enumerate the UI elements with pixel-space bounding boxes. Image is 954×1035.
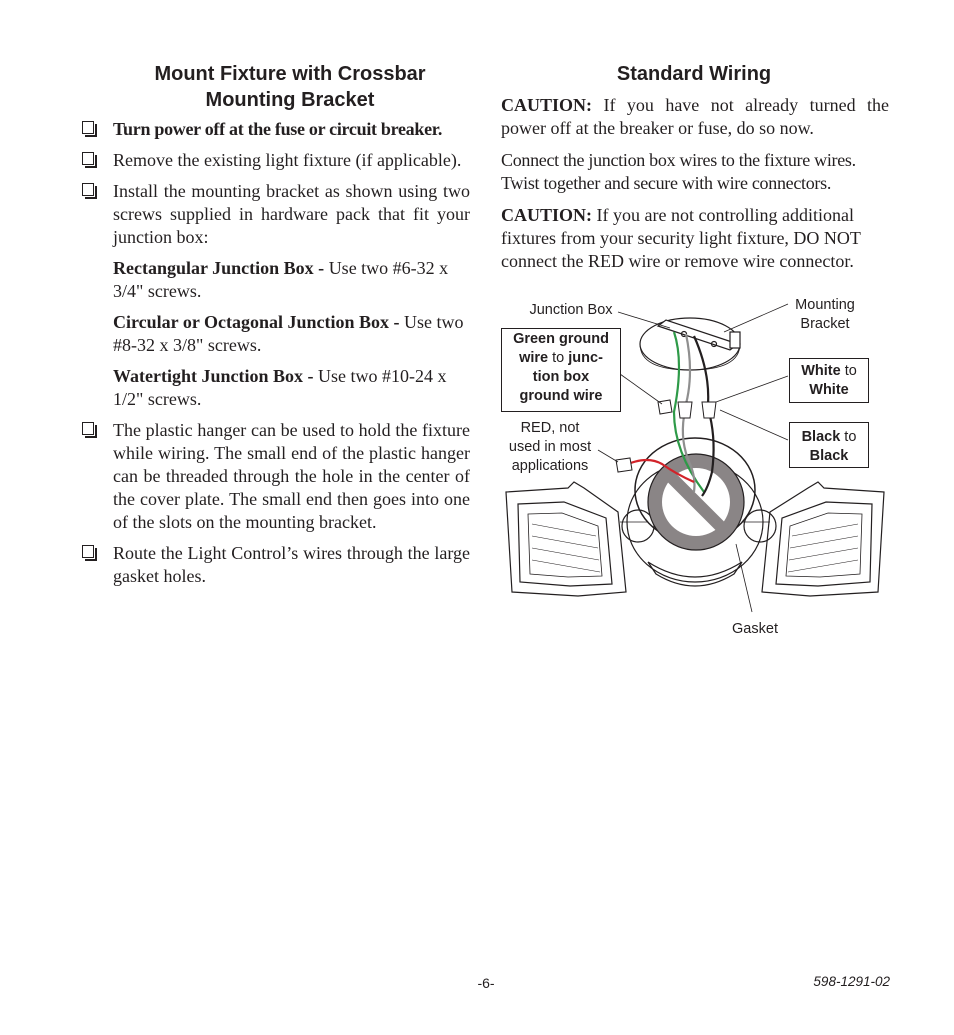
watertight-box-label: Watertight Junction Box - <box>113 366 314 386</box>
caution-text-1: If you have not already turned the power off at the breaker or fuse, do so now. <box>501 95 889 138</box>
junction-box-label: Junction Box <box>529 302 613 318</box>
red-wire-label <box>498 419 602 476</box>
red-label-line-1: RED, not <box>520 420 580 436</box>
circular-box-text: Use two #8-32 x 3/8" screws. <box>113 312 464 355</box>
caution-paragraph-1 <box>501 94 889 140</box>
item-2-text: Remove the existing light fixture (if applicable). <box>113 150 462 170</box>
wire-connector-red <box>616 458 632 472</box>
checklist-item-3 <box>80 180 470 249</box>
wire-connector-white <box>678 402 692 418</box>
leader-gasket <box>736 544 752 612</box>
right-column <box>501 94 889 282</box>
green-callout-line-3: tion box <box>532 369 590 385</box>
item-5-text: Route the Light Control’s wires through the large gasket holes. <box>113 543 470 586</box>
left-column <box>80 118 470 596</box>
checkbox-icon <box>82 121 94 134</box>
leader-mounting-bracket <box>724 304 788 332</box>
circular-box-note <box>80 311 470 357</box>
caution-label-1: CAUTION: <box>501 95 593 115</box>
wire-connector-black <box>702 402 716 418</box>
black-callout-to: to <box>840 429 857 445</box>
page-number: -6- <box>477 975 495 991</box>
mounting-bracket-label-line-2: Bracket <box>800 316 850 332</box>
black-callout-line-2: Black <box>809 448 849 464</box>
checkbox-icon <box>82 183 94 196</box>
green-callout-line-1: Green ground <box>513 331 609 347</box>
white-wire-junction <box>686 334 690 404</box>
mounting-bracket-label <box>780 296 870 334</box>
white-to-white-callout <box>789 358 869 403</box>
black-to-black-callout <box>789 422 869 468</box>
left-section-heading <box>112 61 468 113</box>
mounting-bracket-label-line-1: Mounting <box>795 297 855 313</box>
connect-paragraph: Connect the junction box wires to the fixture wires. Twist together and secure with wire connectors. <box>501 150 856 193</box>
red-label-line-2: used in most <box>508 439 592 455</box>
item-1-text: Turn power off at the fuse or circuit breaker. <box>113 119 443 139</box>
leader-green <box>620 374 662 404</box>
leader-black <box>720 410 788 440</box>
green-callout-line-4: ground wire <box>519 388 603 404</box>
white-callout-line-1: White <box>801 363 841 379</box>
checklist-item-2 <box>80 149 470 172</box>
watertight-box-note <box>80 365 470 411</box>
rectangular-box-text: Use two #6-32 x 3/4" screws. <box>113 258 449 301</box>
checklist-item-4 <box>80 419 470 534</box>
checkbox-icon <box>82 152 94 165</box>
document-code: 598-1291-02 <box>813 974 890 989</box>
rectangular-box-note <box>80 257 470 303</box>
checkbox-icon <box>82 422 94 435</box>
rectangular-box-label: Rectangular Junction Box - <box>113 258 325 278</box>
green-callout-to: to <box>548 350 569 366</box>
red-label-line-3: applications <box>511 458 589 474</box>
checkbox-icon <box>82 545 94 558</box>
white-callout-line-2: White <box>809 382 849 398</box>
circular-box-label: Circular or Octagonal Junction Box - <box>113 312 400 332</box>
green-callout-wire: wire <box>519 350 549 366</box>
caution-paragraph-2 <box>501 204 889 273</box>
green-ground-callout <box>501 328 621 412</box>
item-3-text: Install the mounting bracket as shown using two screws supplied in hardware pack that fit your junction box: <box>113 181 470 247</box>
white-callout-to: to <box>840 363 857 379</box>
watertight-box-text: Use two #10-24 x 1/2" screws. <box>113 366 447 409</box>
right-section-heading: Standard Wiring <box>616 63 772 85</box>
green-callout-junc: junc- <box>568 350 603 366</box>
leader-white <box>716 376 788 402</box>
gasket-label: Gasket <box>732 621 778 637</box>
checklist-item-1 <box>80 118 470 141</box>
no-symbol-icon <box>648 454 744 550</box>
item-4-text: The plastic hanger can be used to hold the fixture while wiring. The small end of the plastic hanger can be threaded through the hole in the center of the cover plate. The small end then goes into one of the slots on the mounting bracket. <box>113 420 470 532</box>
checklist-item-5 <box>80 542 470 588</box>
caution-text-2: If you are not controlling additional fixtures from your security light fixture, DO NOT connect the RED wire or remove wire connector. <box>501 205 861 271</box>
black-callout-line-1: Black <box>801 429 841 445</box>
left-heading-line-2: Mounting Bracket <box>205 89 375 111</box>
caution-label-2: CAUTION: <box>501 205 593 225</box>
left-heading-line-1: Mount Fixture with Crossbar <box>154 63 426 85</box>
wire-connector-green <box>658 400 672 414</box>
wiring-diagram <box>498 292 890 644</box>
